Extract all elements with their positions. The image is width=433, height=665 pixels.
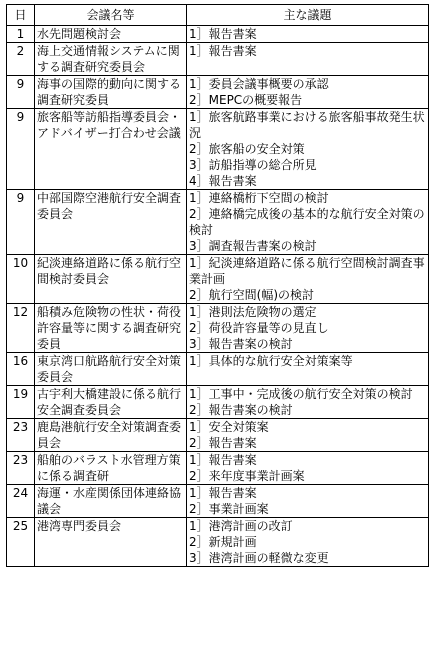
column-header-meeting-name: 会議名等 [35,5,187,26]
topic-item: 1］委員会議事概要の承認 [189,77,329,91]
topic-item: 2］航行空間(幅)の検討 [189,288,314,302]
topic-item: 2］連絡橋完成後の基本的な航行安全対策の検討 [189,207,425,237]
row-meeting-name: 古宇利大橋建設に係る航行安全調査委員会 [35,386,187,419]
row-day: 1 [7,26,35,43]
topic-item: 3］報告書案の検討 [189,337,293,351]
topic-item: 2］新規計画 [189,535,257,549]
row-topics [187,190,429,255]
table-row [7,43,429,76]
row-meeting-name: 鹿島港航行安全対策調査委員会 [35,419,187,452]
row-meeting-name: 水先問題検討会 [35,26,187,43]
topic-item: 4］報告書案 [189,174,257,188]
table-row [7,353,429,386]
row-day: 23 [7,419,35,452]
topic-item: 2］来年度事業計画案 [189,469,305,483]
topic-item: 1］報告書案 [189,44,257,58]
row-topics [187,452,429,485]
row-topics [187,419,429,452]
row-topics [187,26,429,43]
topic-item: 1］港則法危険物の選定 [189,305,317,319]
topic-item: 2］旅客船の安全対策 [189,142,305,156]
row-day: 9 [7,76,35,109]
topic-item: 2］報告書案の検討 [189,403,293,417]
row-meeting-name: 海運・水産関係団体連絡協議会 [35,485,187,518]
row-meeting-name: 船積み危険物の性状・荷役許容量等に関する調査研究委員 [35,304,187,353]
topic-item: 1］具体的な航行安全対策案等 [189,354,353,368]
topic-item: 1］工事中・完成後の航行安全対策の検討 [189,387,413,401]
row-topics [187,386,429,419]
row-topics [187,518,429,567]
topic-item: 2］事業計画案 [189,502,269,516]
row-meeting-name: 紀淡連絡道路に係る航行空間検討委員会 [35,255,187,304]
row-meeting-name: 東京湾口航路航行安全対策委員会 [35,353,187,386]
row-day: 12 [7,304,35,353]
row-day: 24 [7,485,35,518]
row-meeting-name: 海上交通情報システムに関する調査研究委員会 [35,43,187,76]
row-topics [187,485,429,518]
row-day: 19 [7,386,35,419]
row-topics [187,255,429,304]
row-day: 25 [7,518,35,567]
row-topics [187,43,429,76]
row-day: 9 [7,190,35,255]
topic-item: 1］報告書案 [189,453,257,467]
table-row [7,109,429,190]
row-topics [187,353,429,386]
row-meeting-name: 船舶のバラスト水管理方策に係る調査研 [35,452,187,485]
topic-item: 3］港湾計画の軽微な変更 [189,551,329,565]
meeting-schedule-sheet [6,4,429,567]
topic-item: 1］安全対策案 [189,420,269,434]
row-meeting-name: 海事の国際的動向に関する調査研究委員 [35,76,187,109]
row-day: 10 [7,255,35,304]
table-row [7,76,429,109]
table-row [7,26,429,43]
topic-item: 3］訪船指導の総合所見 [189,158,317,172]
row-meeting-name: 旅客船等訪船指導委員会・アドバイザー打合わせ会議 [35,109,187,190]
row-topics [187,76,429,109]
row-day: 2 [7,43,35,76]
table-header-row [7,5,429,26]
row-topics [187,304,429,353]
topic-item: 2］荷役許容量等の見直し [189,321,329,335]
table-row [7,452,429,485]
row-meeting-name: 港湾専門委員会 [35,518,187,567]
column-header-main-topics: 主な議題 [187,5,429,26]
topic-item: 2］MEPCの概要報告 [189,93,303,107]
topic-item: 2］報告書案 [189,436,257,450]
row-day: 23 [7,452,35,485]
topic-item: 3］調査報告書案の検討 [189,239,317,253]
row-meeting-name: 中部国際空港航行安全調査委員会 [35,190,187,255]
meeting-table [6,4,429,567]
table-row [7,190,429,255]
table-row [7,255,429,304]
topic-item: 1］港湾計画の改訂 [189,519,293,533]
topic-item: 1］報告書案 [189,486,257,500]
row-day: 16 [7,353,35,386]
table-row [7,518,429,567]
column-header-day: 日 [7,5,35,26]
topic-item: 1］連絡橋桁下空間の検討 [189,191,329,205]
table-row [7,419,429,452]
topic-item: 1］旅客航路事業における旅客船事故発生状況 [189,110,425,140]
row-day: 9 [7,109,35,190]
topic-item: 1］紀淡連絡道路に係る航行空間検討調査事業計画 [189,256,425,286]
topic-item: 1］報告書案 [189,27,257,41]
table-row [7,386,429,419]
row-topics [187,109,429,190]
table-row [7,485,429,518]
table-row [7,304,429,353]
